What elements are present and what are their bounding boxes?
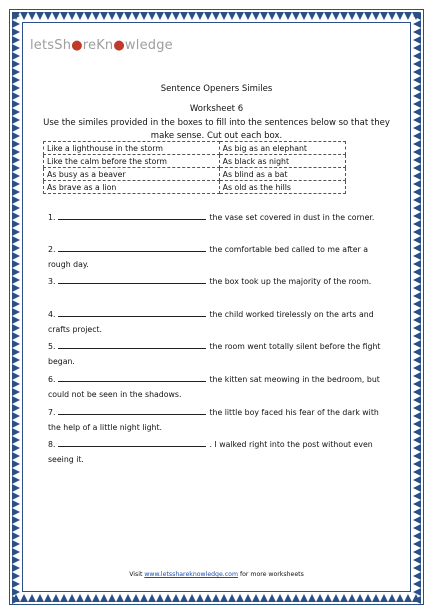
answer-blank[interactable]	[58, 210, 206, 220]
border-triangle	[44, 594, 52, 602]
border-triangle	[212, 594, 220, 602]
border-triangle	[12, 540, 20, 548]
border-triangle	[12, 20, 20, 28]
border-triangle	[12, 52, 20, 60]
border-triangle	[12, 460, 20, 468]
border-triangle	[12, 212, 20, 220]
border-triangle	[413, 524, 421, 532]
simile-cell[interactable]: Like a lighthouse in the storm	[44, 142, 220, 155]
border-triangle	[340, 594, 348, 602]
border-triangle	[300, 594, 308, 602]
border-triangle	[108, 12, 116, 20]
border-triangle	[300, 12, 308, 20]
border-triangle	[413, 444, 421, 452]
border-triangle	[404, 12, 412, 20]
border-triangle	[413, 396, 421, 404]
border-triangle	[292, 12, 300, 20]
border-triangle	[356, 594, 364, 602]
border-triangle	[413, 356, 421, 364]
border-triangle	[413, 460, 421, 468]
border-triangle	[413, 260, 421, 268]
border-triangle	[413, 52, 421, 60]
question-text: . I walked right into the post without even seeing it.	[48, 440, 373, 464]
border-triangle	[413, 540, 421, 548]
question-item	[48, 307, 388, 337]
border-triangle	[20, 12, 28, 20]
border-triangle	[52, 594, 60, 602]
border-triangle	[388, 12, 396, 20]
question-text: the room went totally silent before the fight began.	[48, 342, 381, 366]
border-triangle	[348, 594, 356, 602]
border-triangle	[413, 324, 421, 332]
border-triangle	[12, 116, 20, 124]
border-triangle	[413, 436, 421, 444]
border-triangle	[212, 12, 220, 20]
border-triangle	[44, 12, 52, 20]
border-triangle	[12, 292, 20, 300]
border-triangle	[12, 532, 20, 540]
answer-blank[interactable]	[58, 405, 206, 415]
border-triangle	[12, 548, 20, 556]
border-triangle	[413, 492, 421, 500]
border-triangle	[413, 588, 421, 596]
border-triangle	[388, 594, 396, 602]
border-triangle	[12, 124, 20, 132]
border-triangle	[12, 60, 20, 68]
border-triangle	[340, 12, 348, 20]
border-triangle	[413, 316, 421, 324]
question-number: 4.	[48, 310, 56, 319]
border-triangle	[100, 12, 108, 20]
border-triangle	[140, 594, 148, 602]
border-triangle	[244, 594, 252, 602]
border-triangle	[413, 380, 421, 388]
border-triangle	[413, 364, 421, 372]
border-triangle	[12, 404, 20, 412]
border-triangle	[68, 12, 76, 20]
border-triangle	[12, 396, 20, 404]
border-triangle	[156, 594, 164, 602]
border-triangle	[413, 204, 421, 212]
answer-blank[interactable]	[58, 274, 206, 284]
border-triangle	[413, 68, 421, 76]
border-triangle	[413, 292, 421, 300]
border-triangle	[12, 220, 20, 228]
worksheet-number: Worksheet 6	[189, 104, 244, 114]
question-text: the little boy faced his fear of the dark with the help of a little night light.	[48, 408, 379, 432]
question-number: 7.	[48, 408, 56, 417]
border-triangle	[413, 412, 421, 420]
border-triangle	[12, 44, 20, 52]
question-text: the child worked tirelessly on the arts and crafts project.	[48, 310, 374, 334]
border-triangle	[28, 594, 36, 602]
border-triangle	[196, 594, 204, 602]
border-triangle	[12, 428, 20, 436]
border-triangle	[124, 594, 132, 602]
border-triangle	[413, 156, 421, 164]
border-triangle	[324, 594, 332, 602]
border-triangle	[413, 172, 421, 180]
border-triangle	[413, 516, 421, 524]
border-triangle	[413, 580, 421, 588]
simile-cell[interactable]: As brave as a lion	[44, 181, 220, 194]
border-triangle	[164, 12, 172, 20]
border-triangle	[12, 284, 20, 292]
border-triangle	[12, 348, 20, 356]
border-triangle	[413, 332, 421, 340]
border-triangle	[276, 594, 284, 602]
border-triangle	[204, 594, 212, 602]
border-triangle	[84, 12, 92, 20]
border-triangle	[260, 12, 268, 20]
question-item	[48, 274, 388, 289]
border-triangle	[413, 372, 421, 380]
border-triangle	[12, 580, 20, 588]
border-triangle	[36, 12, 44, 20]
border-triangle	[156, 12, 164, 20]
border-triangle	[276, 12, 284, 20]
border-triangle	[12, 412, 20, 420]
answer-blank[interactable]	[58, 372, 206, 382]
border-triangle	[12, 204, 20, 212]
border-triangle	[12, 492, 20, 500]
simile-row	[44, 168, 346, 181]
border-triangle	[413, 300, 421, 308]
border-triangle	[12, 28, 20, 36]
border-triangle	[140, 12, 148, 20]
border-triangle	[228, 594, 236, 602]
answer-blank[interactable]	[58, 339, 206, 349]
border-triangle	[36, 594, 44, 602]
border-triangle	[308, 12, 316, 20]
border-triangle	[413, 148, 421, 156]
border-triangle	[332, 594, 340, 602]
border-triangle	[12, 172, 20, 180]
border-triangle	[413, 388, 421, 396]
border-triangle	[12, 68, 20, 76]
simile-row	[44, 142, 346, 155]
border-triangle	[413, 164, 421, 172]
border-triangle	[268, 594, 276, 602]
border-triangle	[12, 228, 20, 236]
border-triangle	[84, 594, 92, 602]
border-triangle	[12, 244, 20, 252]
border-triangle	[332, 12, 340, 20]
border-triangle	[12, 388, 20, 396]
border-triangle	[413, 196, 421, 204]
border-triangle	[413, 36, 421, 44]
question-item	[48, 242, 388, 272]
border-triangle	[100, 594, 108, 602]
border-triangle	[12, 332, 20, 340]
border-triangle	[12, 236, 20, 244]
border-triangle	[308, 594, 316, 602]
border-triangle	[413, 188, 421, 196]
border-triangle	[172, 12, 180, 20]
border-triangle	[413, 420, 421, 428]
simile-table	[43, 141, 346, 194]
border-triangle	[188, 12, 196, 20]
border-triangle	[244, 12, 252, 20]
question-text: the comfortable bed called to me after a rough day.	[48, 245, 368, 269]
border-triangle	[12, 356, 20, 364]
question-item	[48, 405, 388, 435]
border-triangle	[413, 44, 421, 52]
border-triangle	[12, 300, 20, 308]
border-triangle	[180, 12, 188, 20]
border-triangle	[413, 468, 421, 476]
border-triangle	[413, 428, 421, 436]
border-triangle	[68, 594, 76, 602]
border-triangle	[364, 12, 372, 20]
border-triangle	[396, 12, 404, 20]
border-triangle	[252, 594, 260, 602]
border-triangle	[364, 594, 372, 602]
simile-row	[44, 181, 346, 194]
border-triangle	[413, 484, 421, 492]
border-triangle	[12, 36, 20, 44]
answer-blank[interactable]	[58, 307, 206, 317]
border-triangle	[220, 594, 228, 602]
border-triangle	[180, 594, 188, 602]
border-triangle	[12, 196, 20, 204]
border-triangle	[396, 594, 404, 602]
border-triangle	[12, 180, 20, 188]
border-triangle	[268, 12, 276, 20]
border-triangle	[12, 260, 20, 268]
border-triangle	[132, 594, 140, 602]
border-triangle	[228, 12, 236, 20]
border-triangle	[413, 268, 421, 276]
border-triangle	[12, 516, 20, 524]
border-triangle	[413, 180, 421, 188]
simile-cell[interactable]: As old as the hills	[219, 181, 345, 194]
question-number: 5.	[48, 342, 56, 351]
simile-cell[interactable]: As black as night	[219, 155, 345, 168]
border-triangle	[413, 476, 421, 484]
question-number: 3.	[48, 277, 56, 286]
border-triangle	[356, 12, 364, 20]
border-triangle	[12, 164, 20, 172]
border-triangle	[148, 594, 156, 602]
border-triangle	[12, 268, 20, 276]
answer-blank[interactable]	[58, 242, 206, 252]
border-triangle	[12, 364, 20, 372]
border-triangle	[260, 594, 268, 602]
border-triangle	[413, 140, 421, 148]
border-triangle	[12, 276, 20, 284]
border-triangle	[316, 12, 324, 20]
border-triangle	[413, 220, 421, 228]
border-triangle	[188, 594, 196, 602]
border-triangle	[292, 594, 300, 602]
simile-cell[interactable]: As busy as a beaver	[44, 168, 220, 181]
border-triangle	[413, 28, 421, 36]
border-triangle	[12, 500, 20, 508]
border-triangle	[12, 452, 20, 460]
border-triangle	[12, 140, 20, 148]
border-triangle	[12, 156, 20, 164]
border-triangle	[12, 476, 20, 484]
question-text: the vase set covered in dust in the corner.	[209, 213, 375, 222]
border-triangle	[12, 556, 20, 564]
question-item	[48, 372, 388, 402]
border-triangle	[12, 468, 20, 476]
answer-blank[interactable]	[58, 437, 206, 447]
border-triangle	[413, 236, 421, 244]
border-triangle	[404, 594, 412, 602]
border-triangle	[12, 444, 20, 452]
border-triangle	[116, 594, 124, 602]
question-number: 1.	[48, 213, 56, 222]
border-triangle	[12, 132, 20, 140]
border-triangle	[12, 372, 20, 380]
border-triangle	[148, 12, 156, 20]
border-triangle	[12, 436, 20, 444]
border-triangle	[413, 348, 421, 356]
border-triangle	[413, 452, 421, 460]
border-triangle	[12, 188, 20, 196]
border-triangle	[204, 12, 212, 20]
worksheet-title: Sentence Openers Similes	[160, 84, 273, 94]
border-triangle	[12, 316, 20, 324]
border-triangle	[324, 12, 332, 20]
border-triangle	[12, 308, 20, 316]
border-triangle	[316, 594, 324, 602]
border-triangle	[413, 532, 421, 540]
border-triangle	[413, 244, 421, 252]
border-triangle	[60, 594, 68, 602]
border-triangle	[12, 252, 20, 260]
border-triangle	[252, 12, 260, 20]
question-item	[48, 210, 388, 225]
question-number: 8.	[48, 440, 56, 449]
border-triangle	[413, 20, 421, 28]
border-triangle	[164, 594, 172, 602]
question-number: 6.	[48, 375, 56, 384]
border-triangle	[413, 548, 421, 556]
border-triangle	[413, 556, 421, 564]
border-triangle	[92, 594, 100, 602]
border-triangle	[380, 594, 388, 602]
border-triangle	[413, 212, 421, 220]
border-triangle	[12, 324, 20, 332]
border-triangle	[92, 12, 100, 20]
question-text: the kitten sat meowing in the bedroom, but could not be seen in the shadows.	[48, 375, 380, 399]
border-triangle	[12, 148, 20, 156]
border-triangle	[413, 500, 421, 508]
border-triangle	[172, 594, 180, 602]
border-triangle	[284, 12, 292, 20]
border-triangle	[380, 12, 388, 20]
border-triangle	[12, 380, 20, 388]
simile-cell[interactable]: As big as an elephant	[219, 142, 345, 155]
border-triangle	[220, 12, 228, 20]
question-number: 2.	[48, 245, 56, 254]
border-triangle	[108, 594, 116, 602]
border-triangle	[124, 12, 132, 20]
simile-cell[interactable]: As blind as a bat	[219, 168, 345, 181]
border-triangle	[236, 594, 244, 602]
border-triangle	[196, 12, 204, 20]
footer: Visit www.letsshareknowledge.com for more worksheets	[129, 571, 304, 578]
border-triangle	[413, 76, 421, 84]
border-triangle	[12, 484, 20, 492]
border-triangle	[12, 76, 20, 84]
border-triangle	[12, 508, 20, 516]
border-triangle	[413, 60, 421, 68]
border-triangle	[60, 12, 68, 20]
border-triangle	[12, 340, 20, 348]
border-triangle	[20, 594, 28, 602]
simile-row	[44, 155, 346, 168]
border-triangle	[372, 594, 380, 602]
border-triangle	[413, 116, 421, 124]
instructions-text: Use the similes provided in the boxes to fill into the sentences below so that they make sense. Cut out each box.	[43, 118, 390, 141]
border-triangle	[413, 228, 421, 236]
border-triangle	[413, 132, 421, 140]
footer-link[interactable]: www.letsshareknowledge.com	[144, 571, 238, 578]
border-triangle	[236, 12, 244, 20]
border-triangle	[348, 12, 356, 20]
border-triangle	[413, 252, 421, 260]
border-triangle	[413, 508, 421, 516]
border-triangle	[116, 12, 124, 20]
site-logo: letsSh●reKn●wledge	[30, 38, 173, 53]
border-triangle	[284, 594, 292, 602]
simile-cell[interactable]: Like the calm before the storm	[44, 155, 220, 168]
border-triangle	[413, 284, 421, 292]
border-triangle	[12, 420, 20, 428]
border-triangle	[413, 308, 421, 316]
question-item	[48, 339, 388, 369]
border-triangle	[76, 12, 84, 20]
border-triangle	[413, 276, 421, 284]
border-triangle	[413, 340, 421, 348]
question-text: the box took up the majority of the room.	[209, 277, 372, 286]
border-triangle	[52, 12, 60, 20]
border-triangle	[12, 524, 20, 532]
border-triangle	[132, 12, 140, 20]
border-triangle	[76, 594, 84, 602]
border-triangle	[372, 12, 380, 20]
border-triangle	[413, 124, 421, 132]
border-triangle	[413, 404, 421, 412]
border-triangle	[28, 12, 36, 20]
question-item	[48, 437, 388, 467]
